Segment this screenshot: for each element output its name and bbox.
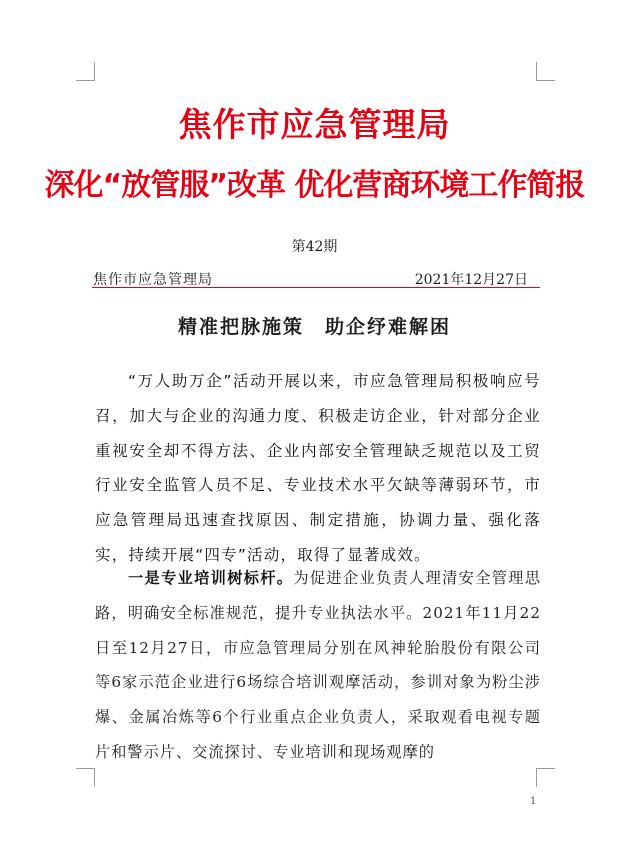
header-organization: 焦作市应急管理局 [178, 105, 451, 144]
red-divider [92, 287, 540, 288]
paragraph-body: 为促进企业负责人理清安全管理思路，明确安全标准规范，提升专业执法水平。2021年11月22日至12月27日，市应急管理局分别在风神轮胎股份有限公司等6家示范企业进行6场综合培训观摩活动，参训对象为粉尘涉爆、金属冶炼等6个行业重点企业负责人，采取观看电视专题片和警示片、交流探讨、专业培训和现场观摩的 [95, 569, 542, 761]
crop-mark-top-left [76, 62, 95, 81]
issue-date: 2021年12月27日 [414, 272, 528, 288]
crop-mark-top-right [536, 62, 555, 81]
issuer-date-line [93, 269, 538, 289]
paragraph-training [95, 561, 541, 770]
paragraph-intro: “万人助万企”活动开展以来，市应急管理局积极响应号召，加大与企业的沟通力度、积极走访企业，针对部分企业重视安全却不得方法、企业内部安全管理缺乏规范以及工贸行业安全监管人员不足、专业技术水平欠缺等薄弱环节，市应急管理局迅速查找原因、制定措施，协调力量、强化落实，持续开展“四专”活动，取得了显著成效。 [95, 372, 541, 564]
crop-mark-bottom-right [536, 768, 555, 787]
issuer: 焦作市应急管理局 [93, 272, 213, 288]
page-number: 1 [530, 796, 537, 807]
issue-number: 第42期 [291, 239, 338, 255]
article-title: 精准把脉施策 助企纾难解困 [177, 316, 451, 338]
paragraph-lead: 一是专业培训树标杆。 [128, 569, 294, 587]
crop-mark-bottom-left [76, 768, 95, 787]
bulletin-title: 深化“放管服”改革 优化营商环境工作简报 [44, 168, 585, 203]
